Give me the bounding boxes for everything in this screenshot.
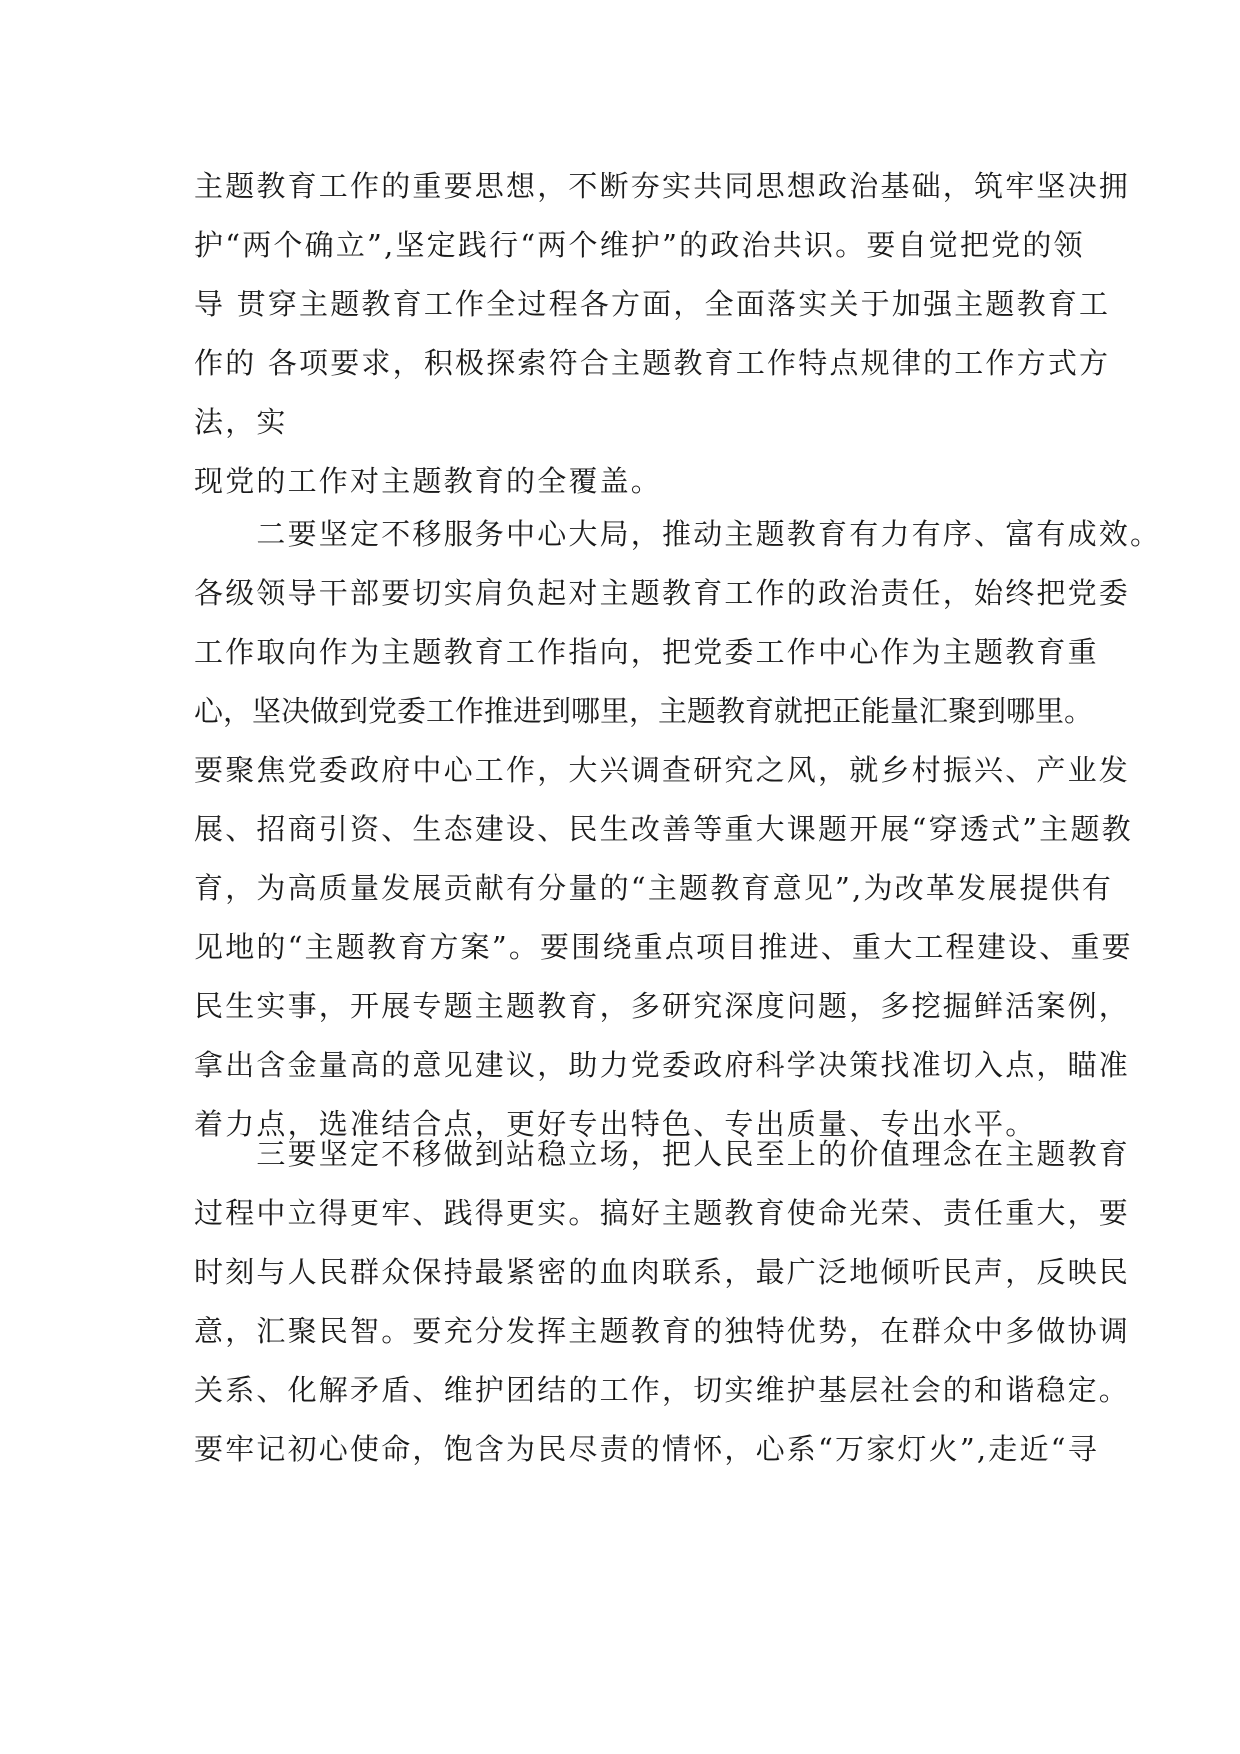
text-line: 关系、化解矛盾、维护团结的工作，切实维护基层社会的和谐稳定。 [194,1373,1131,1407]
text-line: 二要坚定不移服务中心大局，推动主题教育有力有序、富有成效。 [194,517,1162,551]
text-line: 作的 各项要求，积极探索符合主题教育工作特点规律的工作方式方 [194,346,1111,380]
text-line: 导 贯穿主题教育工作全过程各方面，全面落实关于加强主题教育工 [194,287,1111,321]
text-line: 心，坚决做到党委工作推进到哪里，主题教育就把正能量汇聚到哪里。 [194,694,1094,728]
text-line: 三要坚定不移做到站稳立场，把人民至上的价值理念在主题教育 [194,1137,1131,1171]
text-line: 主题教育工作的重要思想，不断夯实共同思想政治基础，筑牢坚决拥 [194,169,1131,203]
text-line: 现党的工作对主题教育的全覆盖。 [194,464,663,498]
text-line: 见地的“主题教育方案”。要围绕重点项目推进、重大工程建设、重要 [194,930,1133,964]
text-line: 意，汇聚民智。要充分发挥主题教育的独特优势，在群众中多做协调 [194,1314,1131,1348]
text-line: 各级领导干部要切实肩负起对主题教育工作的政治责任，始终把党委 [194,576,1131,610]
text-line: 展、招商引资、生态建设、民生改善等重大课题开展“穿透式”主题教 [194,812,1133,846]
text-line: 时刻与人民群众保持最紧密的血肉联系，最广泛地倾听民声，反映民 [194,1255,1131,1289]
text-line: 着力点，选准结合点，更好专出特色、专出质量、专出水平。 [194,1107,1037,1141]
text-line: 要牢记初心使命，饱含为民尽责的情怀，心系“万家灯火”,走近“寻 [194,1432,1099,1466]
text-line: 工作取向作为主题教育工作指向，把党委工作中心作为主题教育重 [194,635,1099,669]
text-line: 护“两个确立”,坚定践行“两个维护”的政治共识。要自觉把党的领 [194,228,1085,262]
text-line: 要聚焦党委政府中心工作，大兴调查研究之风，就乡村振兴、产业发 [194,753,1131,787]
text-line: 民生实事，开展专题主题教育，多研究深度问题，多挖掘鲜活案例， [194,989,1131,1023]
paragraph-1 [194,157,1131,511]
text-line: 拿出含金量高的意见建议，助力党委政府科学决策找准切入点，瞄准 [194,1048,1131,1082]
text-line: 育，为高质量发展贡献有分量的“主题教育意见”,为改革发展提供有 [194,871,1114,905]
text-line: 过程中立得更牢、践得更实。搞好主题教育使命光荣、责任重大，要 [194,1196,1131,1230]
text-line: 法，实 [194,405,288,439]
paragraph-3 [194,1125,1131,1479]
